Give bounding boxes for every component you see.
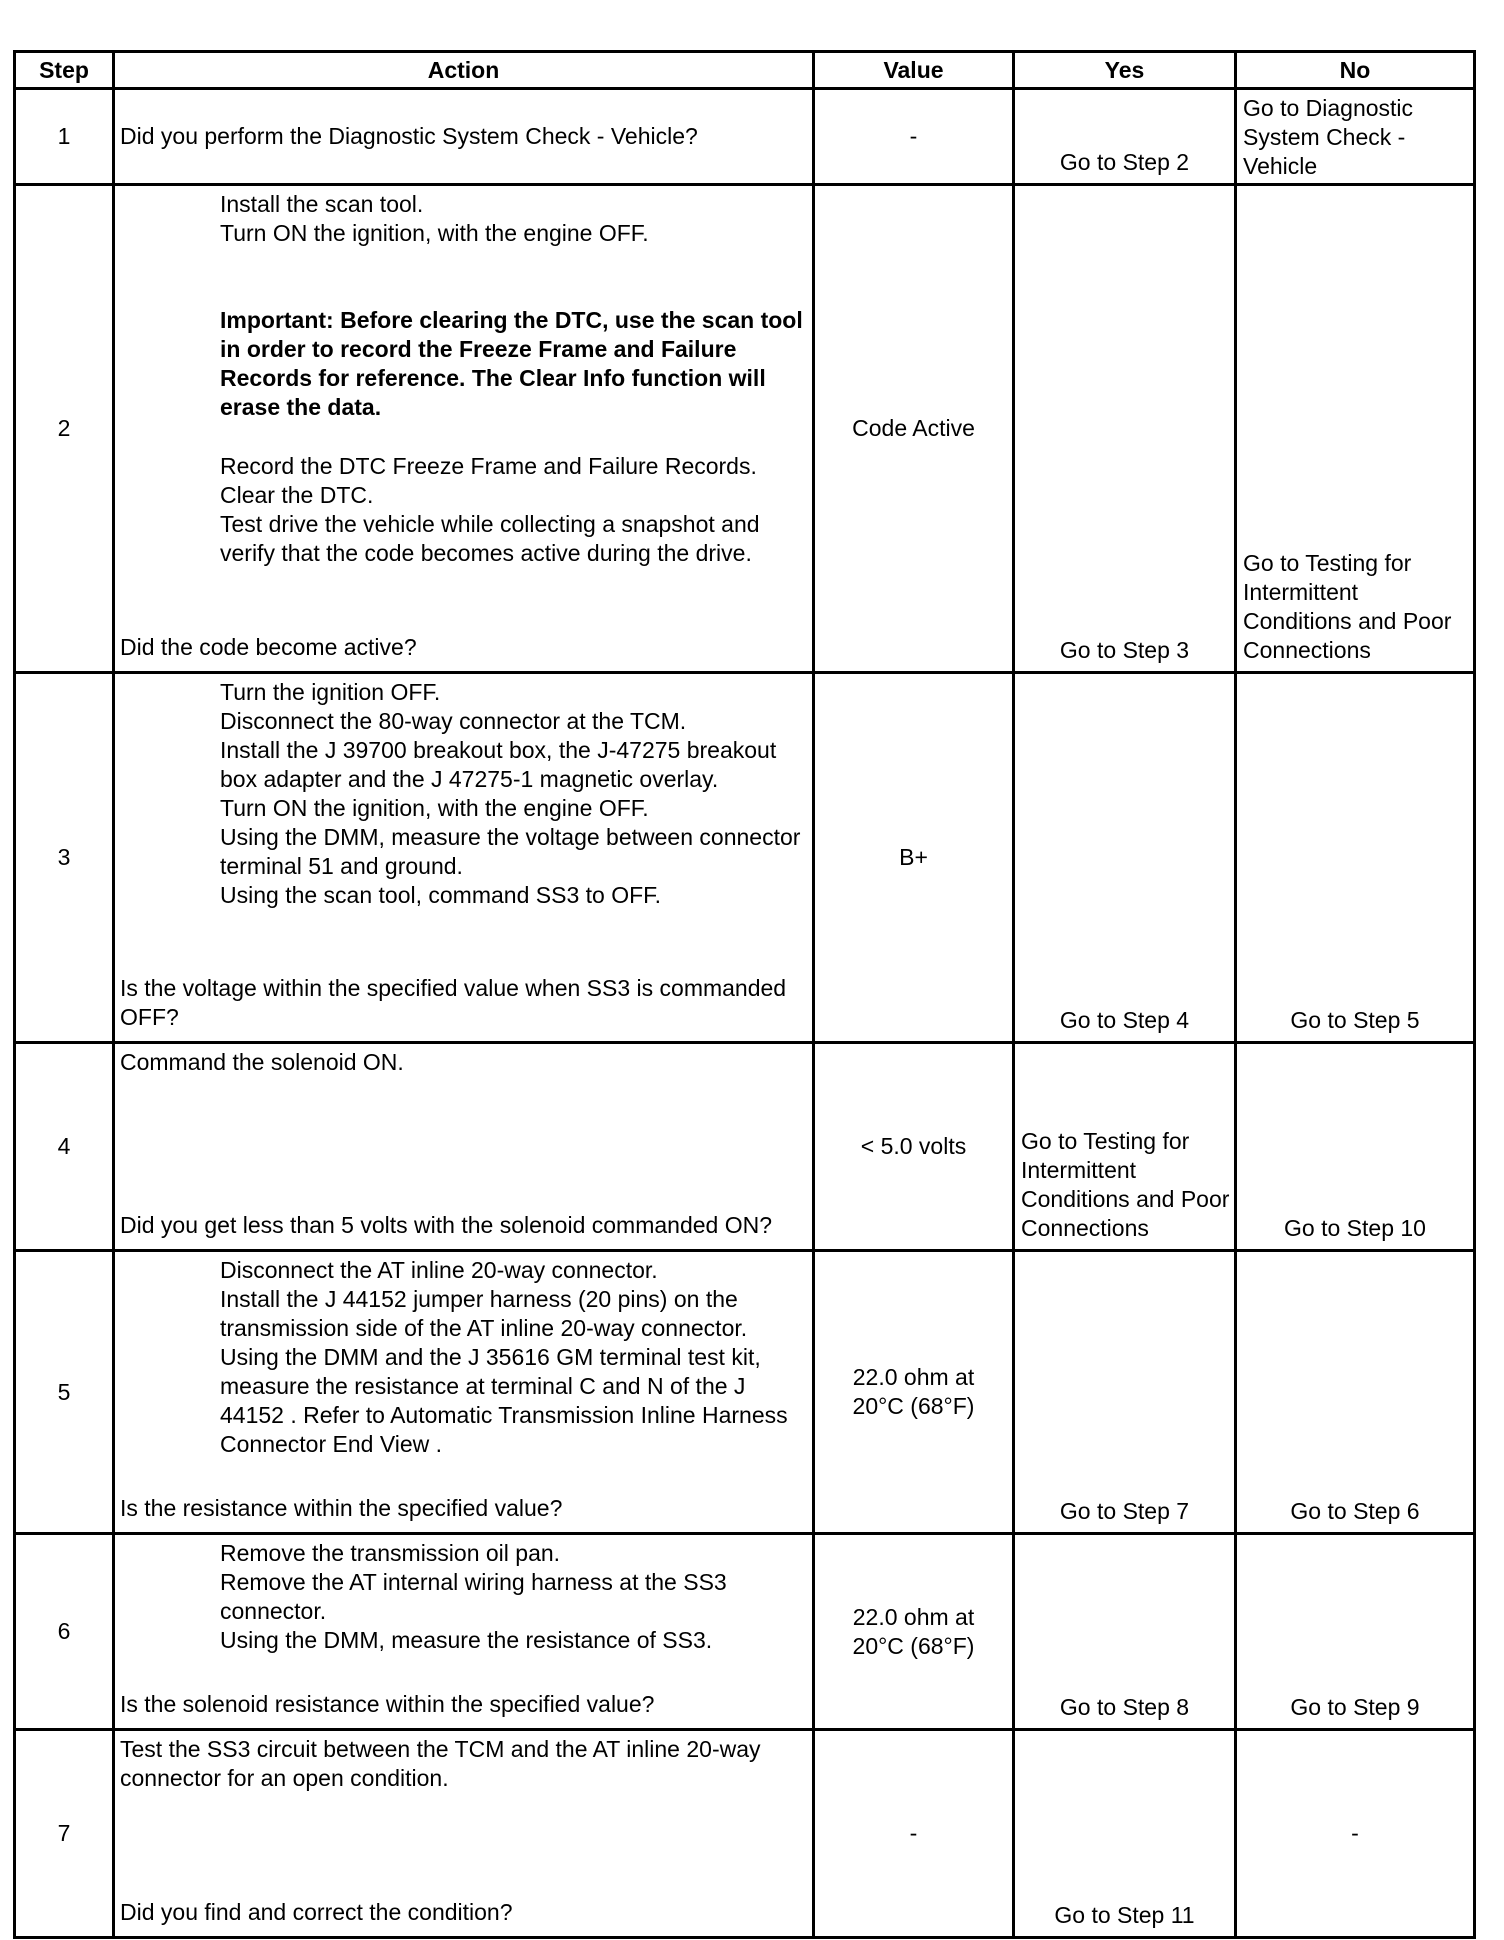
action-cell: [114, 673, 814, 1043]
table-row-step-7: [15, 1730, 1475, 1938]
no-outcome: Go to Step 6: [1290, 1498, 1420, 1524]
yes-outcome: Go to Step 8: [1059, 1694, 1190, 1720]
yes-cell: [1014, 1730, 1236, 1938]
important-note: Important: Before clearing the DTC, use the scan tool in order to record the Freeze Frame and Failure Records for reference. The Clear Info function will erase the data.: [220, 307, 803, 420]
action-cell: [114, 185, 814, 673]
table-row-step-1: [15, 89, 1475, 185]
table-row-step-2: [15, 185, 1475, 673]
value-cell: B+: [814, 673, 1014, 1043]
yes-outcome: Go to Step 11: [1054, 1902, 1195, 1928]
action-step: Install the J 44152 jumper harness (20 pins) on the transmission side of the AT inline 20-way connector.: [220, 1286, 748, 1341]
step-number: 4: [15, 1043, 114, 1251]
no-cell: -: [1236, 1730, 1475, 1938]
action-step: Turn ON the ignition, with the engine OFF.: [220, 795, 649, 821]
action-question: Is the solenoid resistance within the specified value?: [120, 1691, 655, 1717]
action-question: Did you get less than 5 volts with the solenoid commanded ON?: [120, 1212, 773, 1238]
action-question: Did you find and correct the condition?: [120, 1899, 513, 1925]
step-number: 2: [15, 185, 114, 673]
yes-cell: [1014, 1251, 1236, 1534]
action-question: Did the code become active?: [120, 634, 417, 660]
action-step: Remove the AT internal wiring harness at the SS3 connector.: [220, 1569, 727, 1624]
value-cell: < 5.0 volts: [814, 1043, 1014, 1251]
value-cell: -: [814, 89, 1014, 185]
action-step: Turn the ignition OFF.: [220, 679, 441, 705]
header-no: No: [1236, 52, 1475, 89]
header-step: Step: [15, 52, 114, 89]
action-step: Clear the DTC.: [220, 482, 374, 508]
yes-outcome: Go to Step 7: [1059, 1498, 1190, 1524]
step-number: 1: [15, 89, 114, 185]
step-number: 6: [15, 1534, 114, 1730]
no-outcome: Go to Step 10: [1284, 1215, 1426, 1241]
action-question: Is the resistance within the specified value?: [120, 1495, 563, 1521]
yes-outcome: Go to Step 2: [1059, 149, 1190, 175]
table-row-step-3: [15, 673, 1475, 1043]
yes-cell: [1014, 1043, 1236, 1251]
value-cell: 22.0 ohm at 20°C (68°F): [814, 1251, 1014, 1534]
action-cell: [114, 89, 814, 185]
no-cell: [1236, 673, 1475, 1043]
no-outcome: Go to Diagnostic System Check - Vehicle: [1243, 95, 1414, 179]
action-step: Disconnect the AT inline 20-way connector.: [220, 1257, 658, 1283]
table-row-step-5: [15, 1251, 1475, 1534]
value-cell: -: [814, 1730, 1014, 1938]
action-question: Did you perform the Diagnostic System Check - Vehicle?: [120, 123, 698, 149]
yes-outcome: Go to Testing for Intermittent Conditions and Poor Connections: [1021, 1128, 1230, 1241]
action-question: Is the voltage within the specified value when SS3 is commanded OFF?: [120, 975, 787, 1030]
yes-cell: [1014, 1534, 1236, 1730]
no-cell: [1236, 1534, 1475, 1730]
value-cell: Code Active: [814, 185, 1014, 673]
step-number: 7: [15, 1730, 114, 1938]
no-cell: [1236, 89, 1475, 185]
action-cell: [114, 1043, 814, 1251]
action-step: Using the DMM, measure the resistance of SS3.: [220, 1627, 713, 1653]
header-yes: Yes: [1014, 52, 1236, 89]
no-outcome: Go to Step 5: [1290, 1007, 1420, 1033]
no-outcome: Go to Testing for Intermittent Conditions and Poor Connections: [1243, 550, 1452, 663]
action-step: Remove the transmission oil pan.: [220, 1540, 561, 1566]
action-step: Disconnect the 80-way connector at the TCM.: [220, 708, 687, 734]
table-row-step-6: [15, 1534, 1475, 1730]
step-number: 3: [15, 673, 114, 1043]
no-outcome: Go to Step 9: [1290, 1694, 1420, 1720]
action-step: Using the DMM, measure the voltage between connector terminal 51 and ground.: [220, 824, 801, 879]
step-number: 5: [15, 1251, 114, 1534]
action-lead: Test the SS3 circuit between the TCM and the AT inline 20-way connector for an open condition.: [120, 1736, 761, 1791]
no-cell: [1236, 1043, 1475, 1251]
action-step: Using the DMM and the J 35616 GM terminal test kit, measure the resistance at terminal C and N of the J 44152 . Refer to Automatic Transmission Inline Harness Connector End View .: [220, 1344, 788, 1457]
yes-outcome: Go to Step 3: [1059, 637, 1190, 663]
yes-cell: [1014, 185, 1236, 673]
diagnostic-table: [13, 50, 1476, 1939]
yes-cell: [1014, 89, 1236, 185]
header-action: Action: [114, 52, 814, 89]
action-step: Install the scan tool.: [220, 191, 424, 217]
action-lead: Command the solenoid ON.: [120, 1049, 404, 1075]
yes-outcome: Go to Step 4: [1059, 1007, 1190, 1033]
action-step: Test drive the vehicle while collecting a snapshot and verify that the code becomes active during the drive.: [220, 511, 760, 566]
action-cell: [114, 1730, 814, 1938]
header-value: Value: [814, 52, 1014, 89]
value-cell: 22.0 ohm at 20°C (68°F): [814, 1534, 1014, 1730]
action-step: Record the DTC Freeze Frame and Failure Records.: [220, 453, 757, 479]
action-step: Turn ON the ignition, with the engine OFF.: [220, 220, 649, 246]
table-row-step-4: [15, 1043, 1475, 1251]
yes-cell: [1014, 673, 1236, 1043]
action-cell: [114, 1251, 814, 1534]
no-cell: [1236, 185, 1475, 673]
header-row: [15, 52, 1475, 89]
no-cell: [1236, 1251, 1475, 1534]
action-step: Install the J 39700 breakout box, the J-47275 breakout box adapter and the J 47275-1 magnetic overlay.: [220, 737, 777, 792]
action-step: Using the scan tool, command SS3 to OFF.: [220, 882, 662, 908]
action-cell: [114, 1534, 814, 1730]
